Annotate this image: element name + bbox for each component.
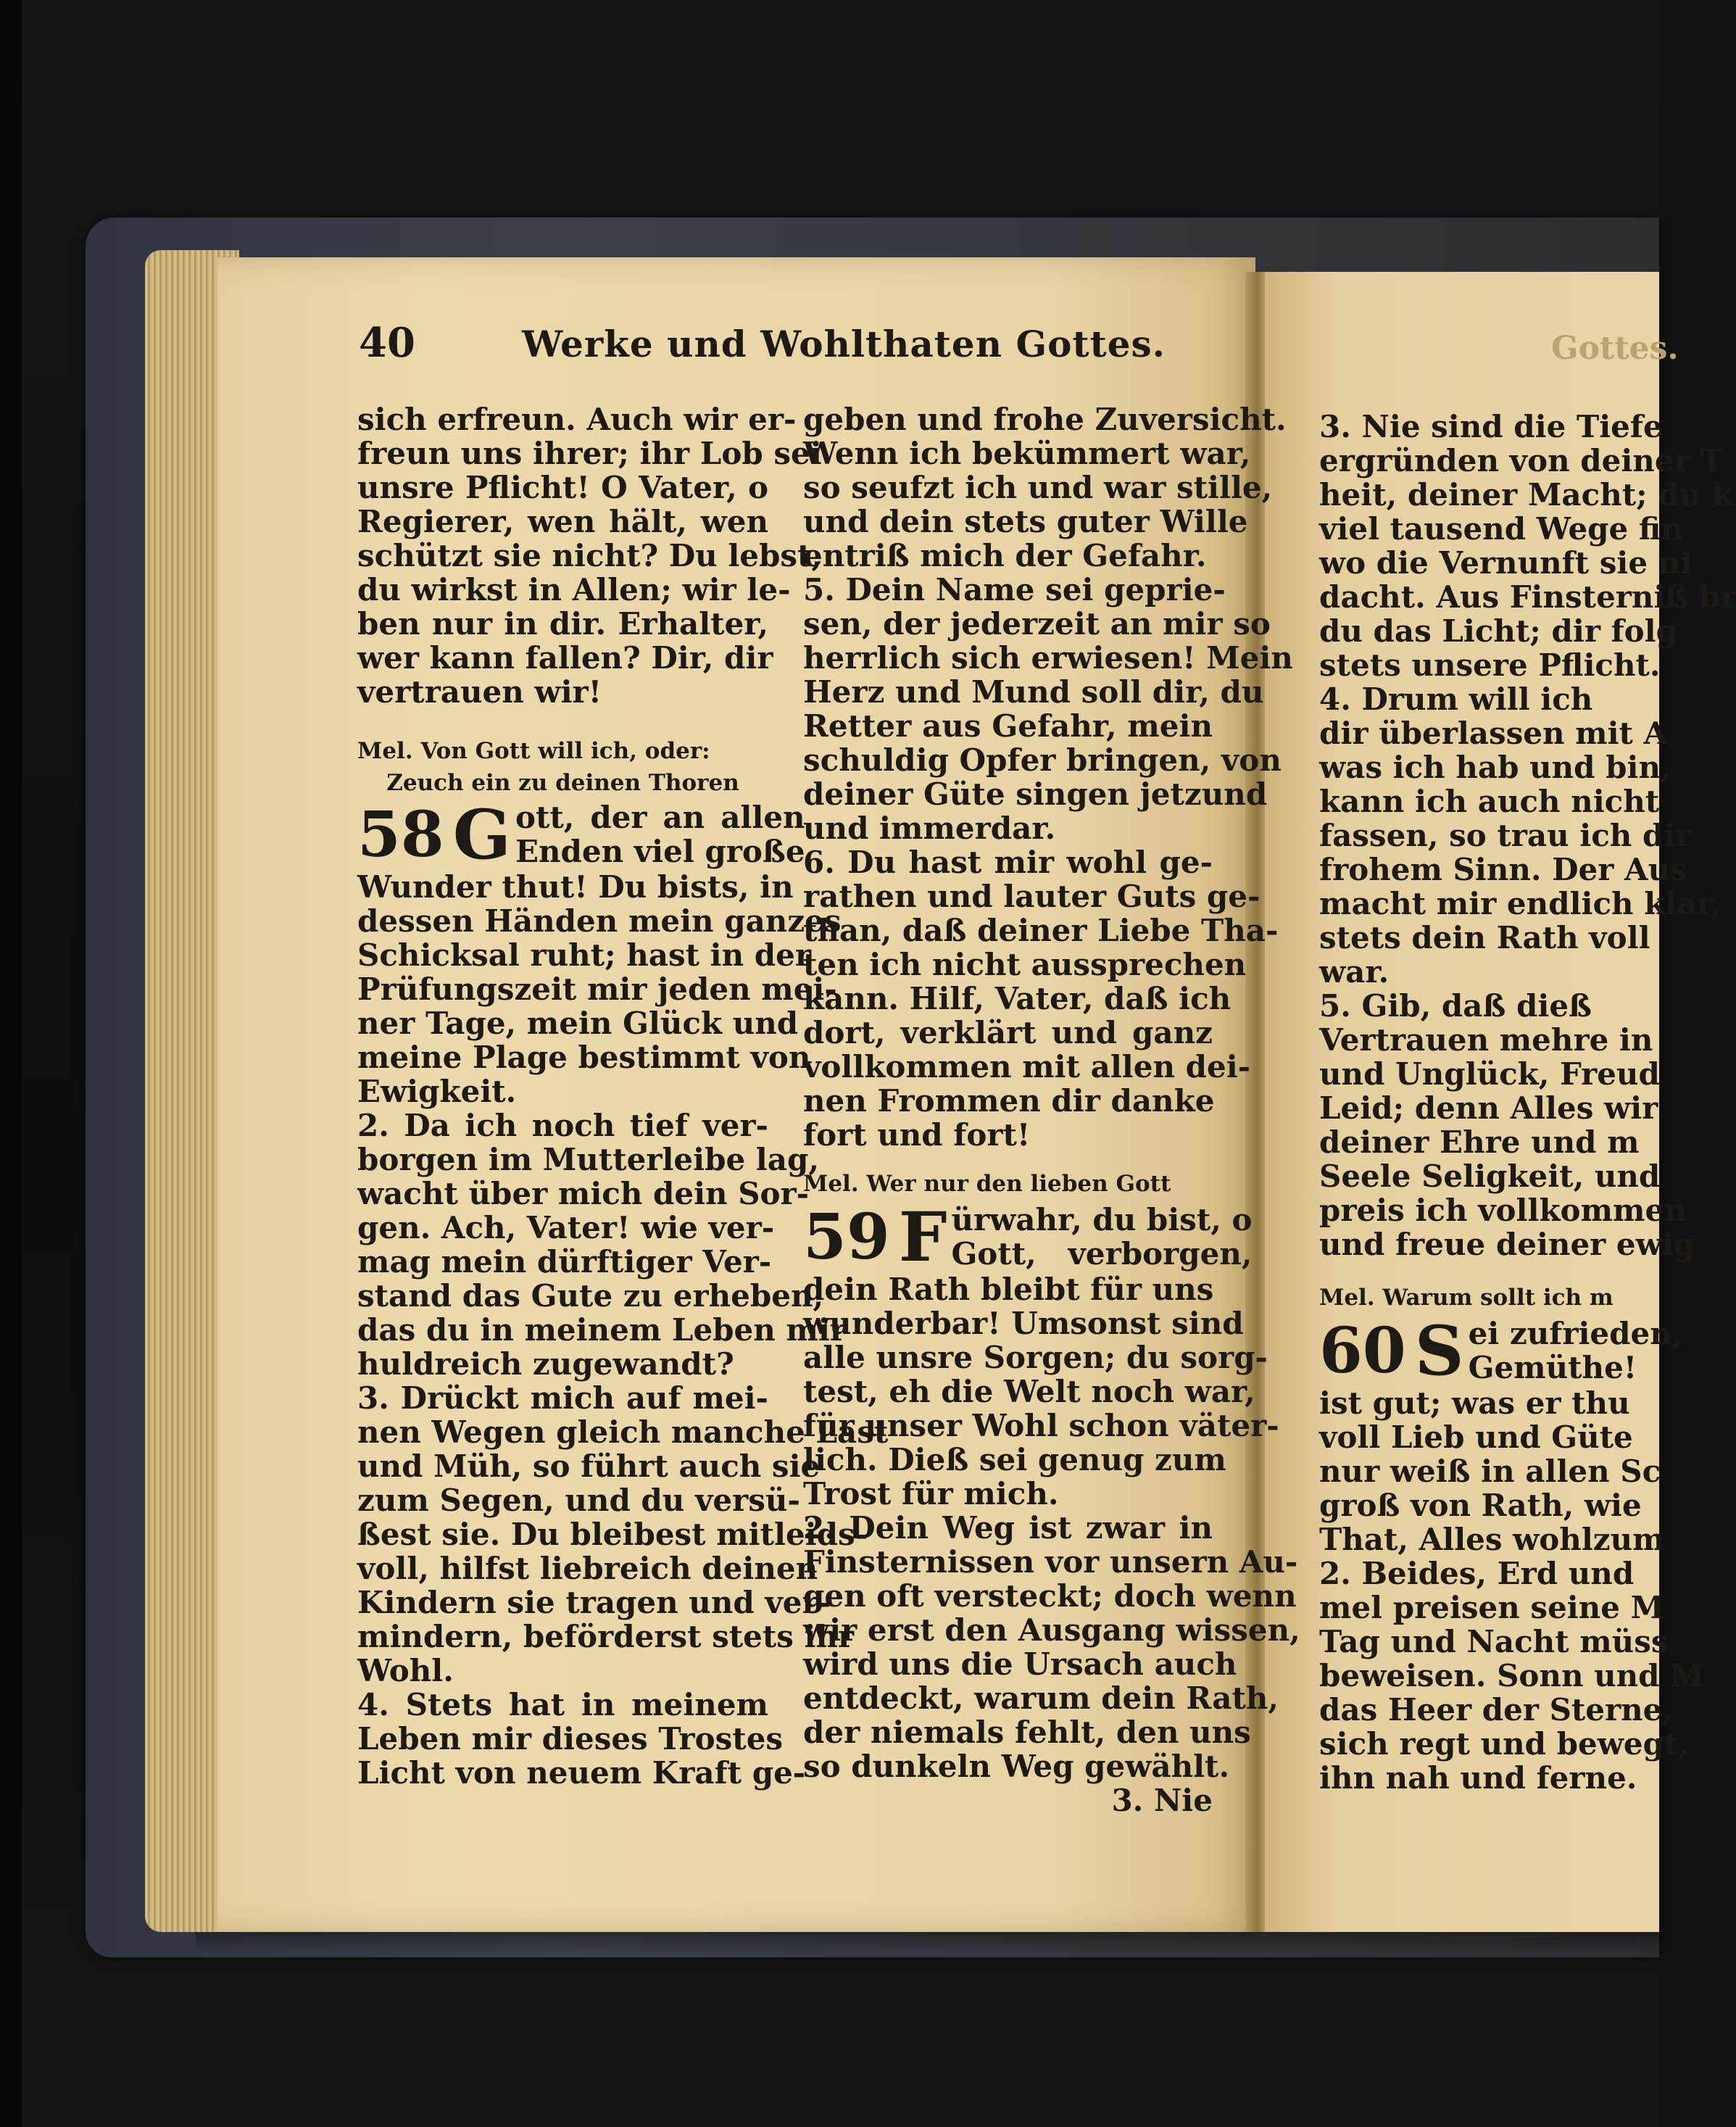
text-line: Leben mir dieses Trostes <box>357 1721 784 1757</box>
text-line: Ewigkeit. <box>357 1074 517 1109</box>
text-line: ott, der an allen <box>515 800 805 835</box>
text-line: 6. Du hast mir wohl ge- <box>803 845 1213 880</box>
text-line: so dunkeln Weg gewählt. <box>803 1749 1230 1784</box>
catchword: 3. Nie <box>1111 1783 1213 1818</box>
drop-initial: F <box>898 1198 947 1277</box>
text-line: preis ich vollkommen <box>1319 1193 1687 1228</box>
col3-text-b <box>1319 1385 1704 1796</box>
text-line: huldreich zugewandt? <box>357 1346 734 1382</box>
col2-text-a <box>803 402 1293 1153</box>
text-line: nur weiß in allen Sc <box>1319 1454 1661 1489</box>
text-line: 2. Dein Weg ist zwar in <box>803 1510 1213 1546</box>
text-line: macht mir endlich klar, <box>1319 886 1722 921</box>
text-line: stets unsere Pflicht. <box>1319 647 1661 683</box>
text-line: beweisen. Sonn und M <box>1319 1658 1704 1693</box>
text-line: ten ich nicht aussprechen <box>803 947 1247 982</box>
text-line: geben und frohe Zuversicht. <box>803 402 1287 437</box>
hymn-58-start <box>357 795 805 875</box>
text-line: mag mein dürftiger Ver- <box>357 1244 772 1280</box>
text-line: ist gut; was er thu <box>1319 1385 1630 1421</box>
page-number: 40 <box>359 319 415 367</box>
melody-line: Mel. Wer nur den lieben Gott <box>803 1171 1171 1197</box>
text-line: wird uns die Ursach auch <box>803 1646 1237 1682</box>
text-line: deiner Ehre und m <box>1319 1124 1640 1160</box>
hymn-number: 58 <box>357 798 444 871</box>
col1-text-a <box>357 402 823 710</box>
text-line: voll Lieb und Güte <box>1319 1419 1633 1455</box>
text-line: sich erfreun. Auch wir er- <box>357 402 797 437</box>
text-line: borgen im Mutterleibe lag, <box>357 1142 819 1177</box>
text-line: Enden viel große <box>515 834 805 869</box>
text-line: dein Rath bleibt für uns <box>803 1272 1214 1307</box>
text-line: nen Frommen dir danke <box>803 1083 1215 1119</box>
text-line: und Unglück, Freud <box>1319 1056 1660 1092</box>
text-line: alle unsre Sorgen; du sorg- <box>803 1340 1268 1375</box>
text-line: Finsternissen vor unsern Au- <box>803 1544 1298 1580</box>
text-line: schützt sie nicht? Du lebst, <box>357 538 823 573</box>
text-line: Prüfungszeit mir jeden mei- <box>357 971 837 1007</box>
text-line: und freue deiner ewig <box>1319 1227 1695 1262</box>
text-line: ihn nah und ferne. <box>1319 1760 1637 1796</box>
text-line: du das Licht; dir folg <box>1319 613 1677 649</box>
text-line: Trost für mich. <box>803 1476 1059 1512</box>
col3-text-a <box>1319 409 1736 1262</box>
text-line: 4. Drum will ich <box>1319 681 1593 717</box>
text-line: 2. Beides, Erd und <box>1319 1556 1635 1591</box>
text-line: der niemals fehlt, den uns <box>803 1715 1251 1750</box>
text-line: 3. Drückt mich auf mei- <box>357 1380 768 1416</box>
text-line: That, Alles wohlzum <box>1319 1522 1665 1557</box>
text-line: Tag und Nacht müss <box>1319 1624 1669 1659</box>
text-line: so seufzt ich und war stille, <box>803 470 1273 505</box>
text-line: fort und fort! <box>803 1117 1031 1153</box>
text-line: vollkommen mit allen dei- <box>803 1049 1251 1085</box>
text-line: für unser Wohl schon väter- <box>803 1408 1279 1443</box>
text-line: Wohl. <box>357 1653 454 1688</box>
text-line: zum Segen, und du versü- <box>357 1483 800 1518</box>
right-running-head-fragment: Gottes. <box>1551 330 1679 367</box>
text-line: Leid; denn Alles wir <box>1319 1090 1658 1126</box>
text-line: dort, verklärt und ganz <box>803 1015 1213 1050</box>
text-line: wo die Vernunft sie ni <box>1319 545 1693 581</box>
text-line: test, eh die Welt noch war, <box>803 1374 1255 1409</box>
hymn-head-lines <box>1469 1317 1683 1385</box>
text-line: vertrauen wir! <box>357 674 602 710</box>
text-line: dacht. Aus Finsterniß br <box>1319 579 1736 615</box>
text-line: unsre Pflicht! O Vater, o <box>357 470 768 505</box>
text-line: freun uns ihrer; ihr Lob sei <box>357 436 822 471</box>
text-line: meine Plage bestimmt von <box>357 1040 811 1075</box>
text-line: 3. Nie sind die Tiefe <box>1319 409 1663 444</box>
running-head: Werke und Wohlthaten Gottes. <box>522 323 1166 365</box>
text-line: entdeckt, warum dein Rath, <box>803 1680 1279 1716</box>
melody-line: Mel. Warum sollt ich m <box>1319 1285 1614 1311</box>
text-line: 4. Stets hat in meinem <box>357 1687 768 1722</box>
text-line: schuldig Opfer bringen, von <box>803 742 1282 778</box>
text-line: stand das Gute zu erheben, <box>357 1278 824 1314</box>
text-line: was ich hab und bin, <box>1319 750 1671 785</box>
text-line: stets dein Rath voll <box>1319 920 1650 955</box>
text-line: gen. Ach, Vater! wie ver- <box>357 1210 775 1245</box>
text-line: kann. Hilf, Vater, daß ich <box>803 981 1232 1016</box>
text-line: dir überlassen mit A <box>1319 716 1668 751</box>
text-line: das Heer der Sterne, <box>1319 1692 1674 1728</box>
text-line: rathen und lauter Guts ge- <box>803 879 1261 914</box>
melody-line: Mel. Von Gott will ich, oder: <box>357 738 710 764</box>
text-line: 2. Da ich noch tief ver- <box>357 1108 768 1143</box>
text-line: deiner Güte singen jetzund <box>803 776 1268 812</box>
text-line: Retter aus Gefahr, mein <box>803 708 1213 744</box>
text-line: Vertrauen mehre in <box>1319 1022 1653 1058</box>
text-line: ben nur in dir. Erhalter, <box>357 606 768 642</box>
text-line: du wirkst in Allen; wir le- <box>357 572 791 608</box>
text-line: mindern, beförderst stets ihr <box>357 1619 855 1654</box>
text-line: lich. Dieß sei genug zum <box>803 1442 1226 1477</box>
text-line: Regierer, wen hält, wen <box>357 504 768 539</box>
melody-line: Zeuch ein zu deinen Thoren <box>386 770 739 796</box>
text-line: gen oft versteckt; doch wenn <box>803 1578 1297 1614</box>
text-line: fassen, so trau ich dir <box>1319 818 1692 853</box>
text-line: wunderbar! Umsonst sind <box>803 1306 1244 1341</box>
text-line: voll, hilfst liebreich deinen <box>357 1551 818 1586</box>
text-line: groß von Rath, wie <box>1319 1488 1642 1523</box>
text-line: ei zufrieden, <box>1468 1316 1683 1351</box>
text-line: dessen Händen mein ganzes <box>357 903 842 939</box>
text-line: Seele Seligkeit, und <box>1319 1158 1661 1194</box>
text-line: Licht von neuem Kraft ge- <box>357 1755 806 1791</box>
text-line: wir erst den Ausgang wissen, <box>803 1612 1300 1648</box>
text-line: herrlich sich erwiesen! Mein <box>803 640 1293 676</box>
text-line: 5. Dein Name sei geprie- <box>803 572 1226 608</box>
text-line: heit, deiner Macht; du k <box>1319 477 1733 513</box>
text-line: than, daß deiner Liebe Tha- <box>803 913 1279 948</box>
text-line: ürwahr, du bist, o <box>951 1202 1253 1237</box>
text-line: das du in meinem Leben mir <box>357 1312 846 1348</box>
right-column <box>1319 409 1736 1796</box>
text-line: Herz und Mund soll dir, du <box>803 674 1264 710</box>
text-line: sen, der jederzeit an mir so <box>803 606 1271 642</box>
text-line: mel preisen seine M <box>1319 1590 1665 1625</box>
text-line: ergründen von deiner T <box>1319 443 1724 478</box>
text-line: 5. Gib, daß dieß <box>1319 988 1592 1024</box>
hymn-number: 59 <box>803 1201 890 1274</box>
drop-initial: S <box>1414 1311 1464 1391</box>
text-line: Gemüthe! <box>1468 1350 1637 1385</box>
text-line: Wunder thut! Du bists, in <box>357 869 794 905</box>
text-line: Kindern sie tragen und ver- <box>357 1585 831 1620</box>
text-line: wer kann fallen? Dir, dir <box>357 640 773 676</box>
text-line: und immerdar. <box>803 810 1056 846</box>
text-line: frohem Sinn. Der Aus <box>1319 852 1687 887</box>
hymn-number: 60 <box>1319 1314 1406 1388</box>
hymn-head-lines <box>951 1203 1252 1271</box>
col2-text-b <box>803 1272 1300 1818</box>
text-line: und dein stets guter Wille <box>803 504 1248 539</box>
text-line: Schicksal ruht; hast in der <box>357 937 811 973</box>
left-column-2 <box>803 402 1300 1818</box>
text-line: nen Wegen gleich manche Last <box>357 1414 889 1450</box>
text-line: sich regt und bewegt, <box>1319 1726 1689 1762</box>
hymn-59-start <box>803 1198 1253 1277</box>
drop-initial: G <box>452 795 511 875</box>
text-line: kann ich auch nicht <box>1319 784 1660 819</box>
text-line: entriß mich der Gefahr. <box>803 538 1207 573</box>
text-line: und Müh, so führt auch sie <box>357 1448 821 1484</box>
hymn-60-start <box>1319 1311 1683 1391</box>
text-line: Wenn ich bekümmert war, <box>803 436 1251 471</box>
hymn-head-lines <box>515 800 805 868</box>
text-line: war. <box>1319 954 1390 990</box>
text-line: wacht über mich dein Sor- <box>357 1176 810 1211</box>
text-line: Gott, verborgen, <box>951 1236 1253 1272</box>
text-line: ßest sie. Du bleibest mitleids- <box>357 1517 868 1552</box>
text-line: viel tausend Wege fin <box>1319 511 1683 547</box>
text-line: ner Tage, mein Glück und <box>357 1006 799 1041</box>
